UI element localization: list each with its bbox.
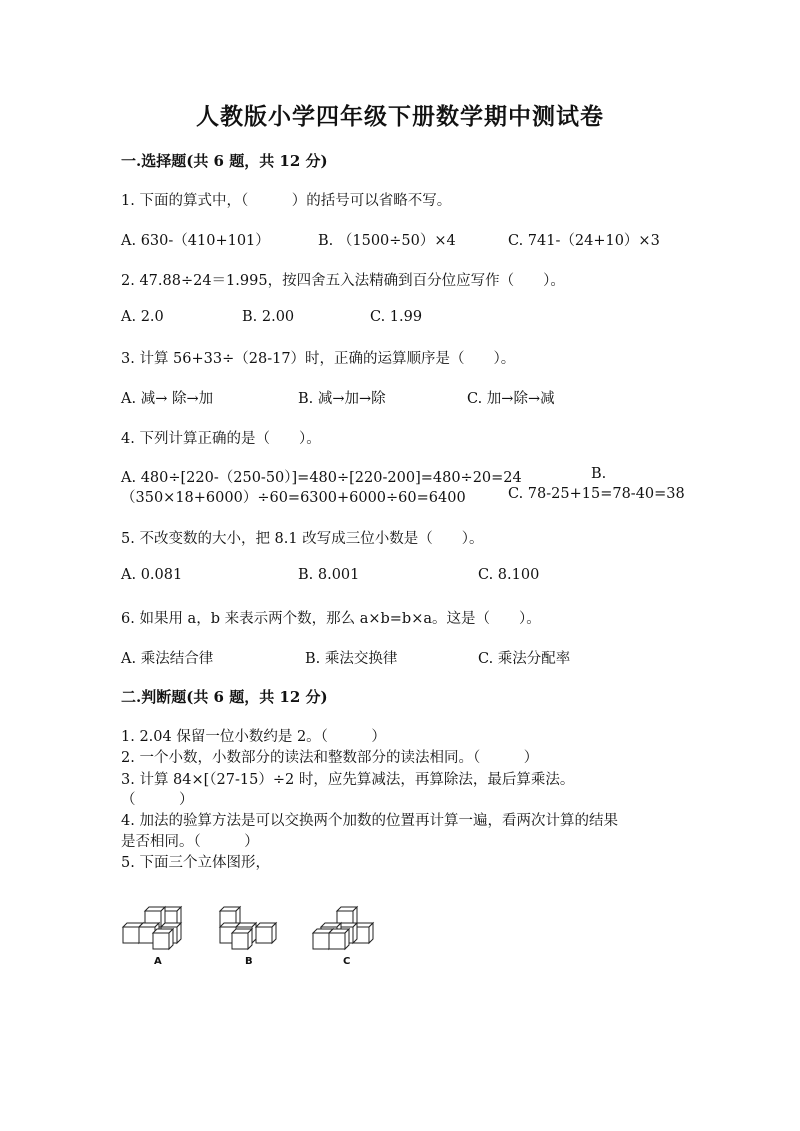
figure-a [123,907,181,949]
figure-label-c: C [343,956,351,967]
question-1-option-c: C. 741-（24+10）×3 [508,233,660,249]
question-1-stem: 1. 下面的算式中，（ ）的括号可以省略不写。 [121,193,452,209]
cube-figures [118,903,388,977]
figure-b [220,907,276,949]
question-2-option-a: A. 2.0 [121,309,164,325]
figure-label-b: B [245,956,253,967]
question-5-option-a: A. 0.081 [121,567,183,583]
figure-label-a: A [154,956,162,967]
question-2-option-c: C. 1.99 [370,309,423,325]
judgement-5: 5. 下面三个立体图形， [121,855,270,871]
question-5-option-b: B. 8.001 [298,567,360,583]
question-6-option-a: A. 乘法结合律 [121,651,214,667]
question-5-option-c: C. 8.100 [478,567,540,583]
question-2-option-b: B. 2.00 [242,309,295,325]
question-3-option-b: B. 减→加→除 [298,391,386,407]
page-title: 人教版小学四年级下册数学期中测试卷 [196,103,604,130]
figure-c [313,907,373,949]
question-5-stem: 5. 不改变数的大小，把 8.1 改写成三位小数是（ ）。 [121,531,484,547]
question-3-stem: 3. 计算 56+33÷（28-17）时，正确的运算顺序是（ ）。 [121,351,516,367]
question-4-option-c: C. 78-25+15=78-40=38 [508,486,685,502]
question-2-stem: 2. 47.88÷24＝1.995，按四舍五入法精确到百分位应写作（ ）。 [121,273,565,289]
judgement-2: 2. 一个小数，小数部分的读法和整数部分的读法相同。（ ） [121,750,539,766]
judgement-4-cont: 是否相同。（ ） [121,834,259,850]
question-1-option-b: B. （1500÷50）×4 [318,233,456,249]
judgement-4: 4. 加法的验算方法是可以交换两个加数的位置再计算一遍，看两次计算的结果 [121,813,618,829]
question-4-option-b: （350×18+6000）÷60=6300+6000÷60=6400 [121,490,466,506]
judgement-3: 3. 计算 84×[（27-15）÷2 时，应先算减法，再算除法，最后算乘法。 [121,772,575,788]
question-4-stem: 4. 下列计算正确的是（ ）。 [121,431,321,447]
question-3-option-a: A. 减→ 除→加 [121,391,214,407]
question-1-option-a: A. 630-（410+101） [121,233,270,249]
question-3-option-c: C. 加→除→减 [467,391,555,407]
question-6-stem: 6. 如果用 a，b 来表示两个数，那么 a×b=b×a。这是（ ）。 [121,611,541,627]
judgement-1: 1. 2.04 保留一位小数约是 2。（ ） [121,729,386,745]
question-6-option-b: B. 乘法交换律 [305,651,398,667]
section-heading-judgement: 二.判断题(共 6 题，共 12 分) [121,688,328,706]
judgement-3-bracket: （ ） [121,792,194,808]
question-6-option-c: C. 乘法分配率 [478,651,571,667]
section-heading-choice: 一.选择题(共 6 题，共 12 分) [121,152,328,170]
question-4-option-b-label: B. [591,466,607,482]
question-4-option-a: A. 480÷[220-（250-50）]=480÷[220-200]=480÷20=24 [121,470,522,486]
